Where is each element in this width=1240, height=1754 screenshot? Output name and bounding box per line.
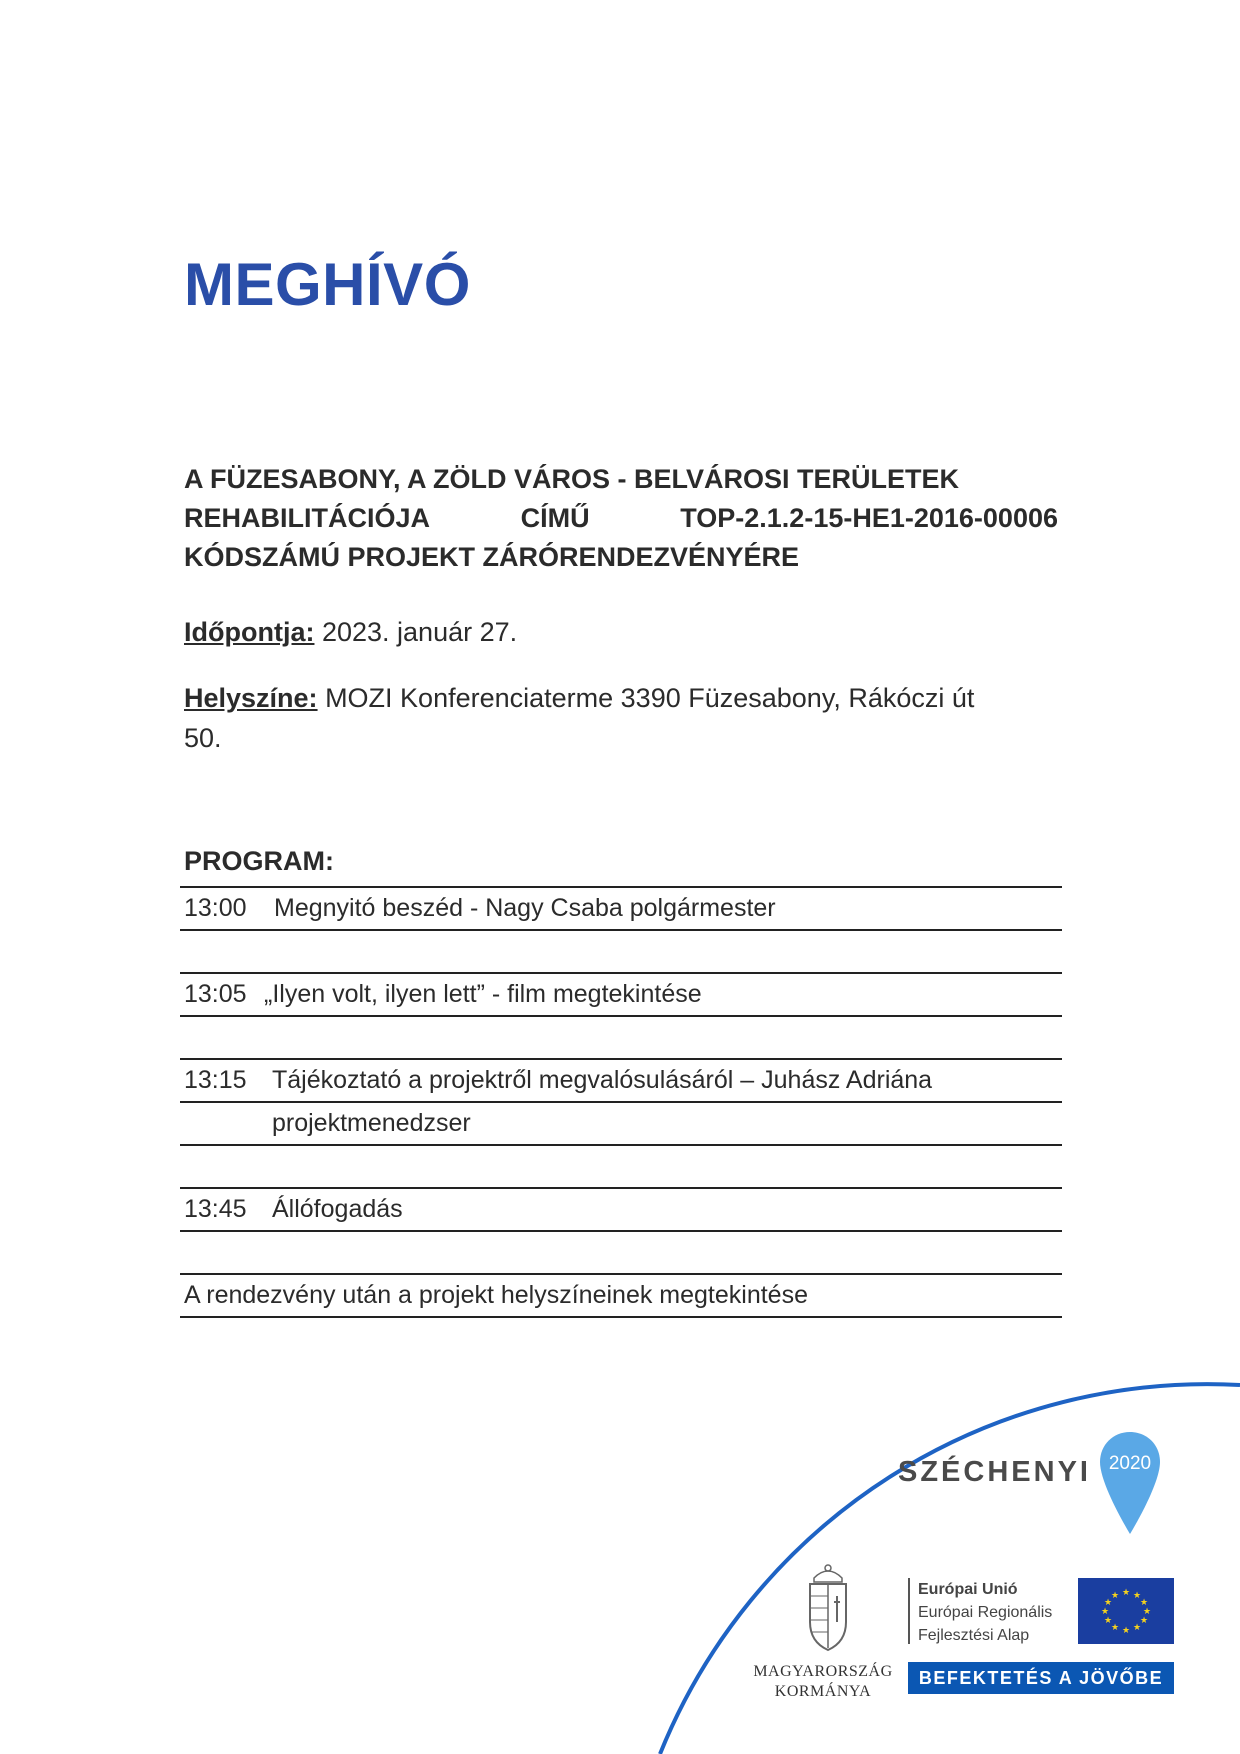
svg-text:★: ★ [1103, 1598, 1113, 1608]
svg-text:★: ★ [1139, 1616, 1149, 1626]
location-value: MOZI Konferenciaterme 3390 Füzesabony, Rákóczi út [317, 683, 975, 713]
subtitle-word-rehab: REHABILITÁCIÓJA [184, 503, 431, 533]
eu-line-3: Fejlesztési Alap [918, 1627, 1030, 1644]
program-time: 13:45 [184, 1195, 247, 1223]
subtitle-word-cimu: CÍMŰ [520, 503, 590, 533]
svg-text:★: ★ [1110, 1591, 1120, 1601]
location-value-cont: 50. [184, 723, 222, 753]
szechenyi-pin-icon [1098, 1430, 1162, 1538]
subtitle-project-code: TOP-2.1.2-15-HE1-2016-00006 [680, 503, 1058, 533]
eu-logo-text [918, 1578, 1052, 1647]
gov-line-1: MAGYARORSZÁG [753, 1663, 893, 1680]
svg-text:★: ★ [1132, 1623, 1142, 1633]
szechenyi-year: 2020 [1108, 1453, 1152, 1474]
svg-text:★: ★ [1121, 1626, 1131, 1636]
svg-text:★: ★ [1110, 1623, 1120, 1633]
svg-text:★: ★ [1103, 1616, 1113, 1626]
page-title: MEGHÍVÓ [184, 251, 471, 318]
program-text: Tájékoztató a projektről megvalósulásáról – Juhász Adriána [272, 1066, 933, 1094]
svg-text:★: ★ [1132, 1591, 1142, 1601]
date-value: 2023. január 27. [314, 617, 518, 647]
svg-text:★: ★ [1100, 1607, 1110, 1617]
svg-text:★: ★ [1142, 1607, 1152, 1617]
program-text: projektmenedzser [272, 1109, 471, 1137]
government-logo-text [748, 1662, 898, 1702]
subtitle-line-1: A FÜZESABONY, A ZÖLD VÁROS - BELVÁROSI TERÜLETEK [184, 464, 960, 494]
hungarian-coat-of-arms-icon [802, 1562, 854, 1654]
program-time: 13:05 [184, 980, 247, 1008]
program-time: 13:15 [184, 1066, 247, 1094]
date-label: Időpontja: [184, 617, 315, 647]
program-closing: A rendezvény után a projekt helyszíneinek megtekintése [184, 1281, 808, 1309]
szechenyi-logo-text: SZÉCHENYI [898, 1456, 1091, 1488]
program-text: Állófogadás [272, 1195, 403, 1223]
eu-divider [908, 1578, 910, 1644]
program-heading: PROGRAM: [184, 846, 334, 876]
program-text: Megnyitó beszéd - Nagy Csaba polgármester [274, 894, 776, 922]
gov-line-2: KORMÁNYA [774, 1683, 872, 1700]
eu-line-1: Európai Unió [918, 1581, 1018, 1598]
location-label: Helyszíne: [184, 683, 318, 713]
subtitle-line-3: KÓDSZÁMÚ PROJEKT ZÁRÓRENDEZVÉNYÉRE [184, 542, 800, 572]
svg-text:★: ★ [1121, 1588, 1131, 1598]
program-text: „Ilyen volt, ilyen lett” - film megtekintése [264, 980, 702, 1008]
svg-text:★: ★ [1139, 1598, 1149, 1608]
eu-flag-icon [1078, 1578, 1174, 1644]
program-time: 13:00 [184, 894, 247, 922]
investment-banner: BEFEKTETÉS A JÖVŐBE [908, 1662, 1174, 1694]
eu-line-2: Európai Regionális [918, 1604, 1053, 1621]
